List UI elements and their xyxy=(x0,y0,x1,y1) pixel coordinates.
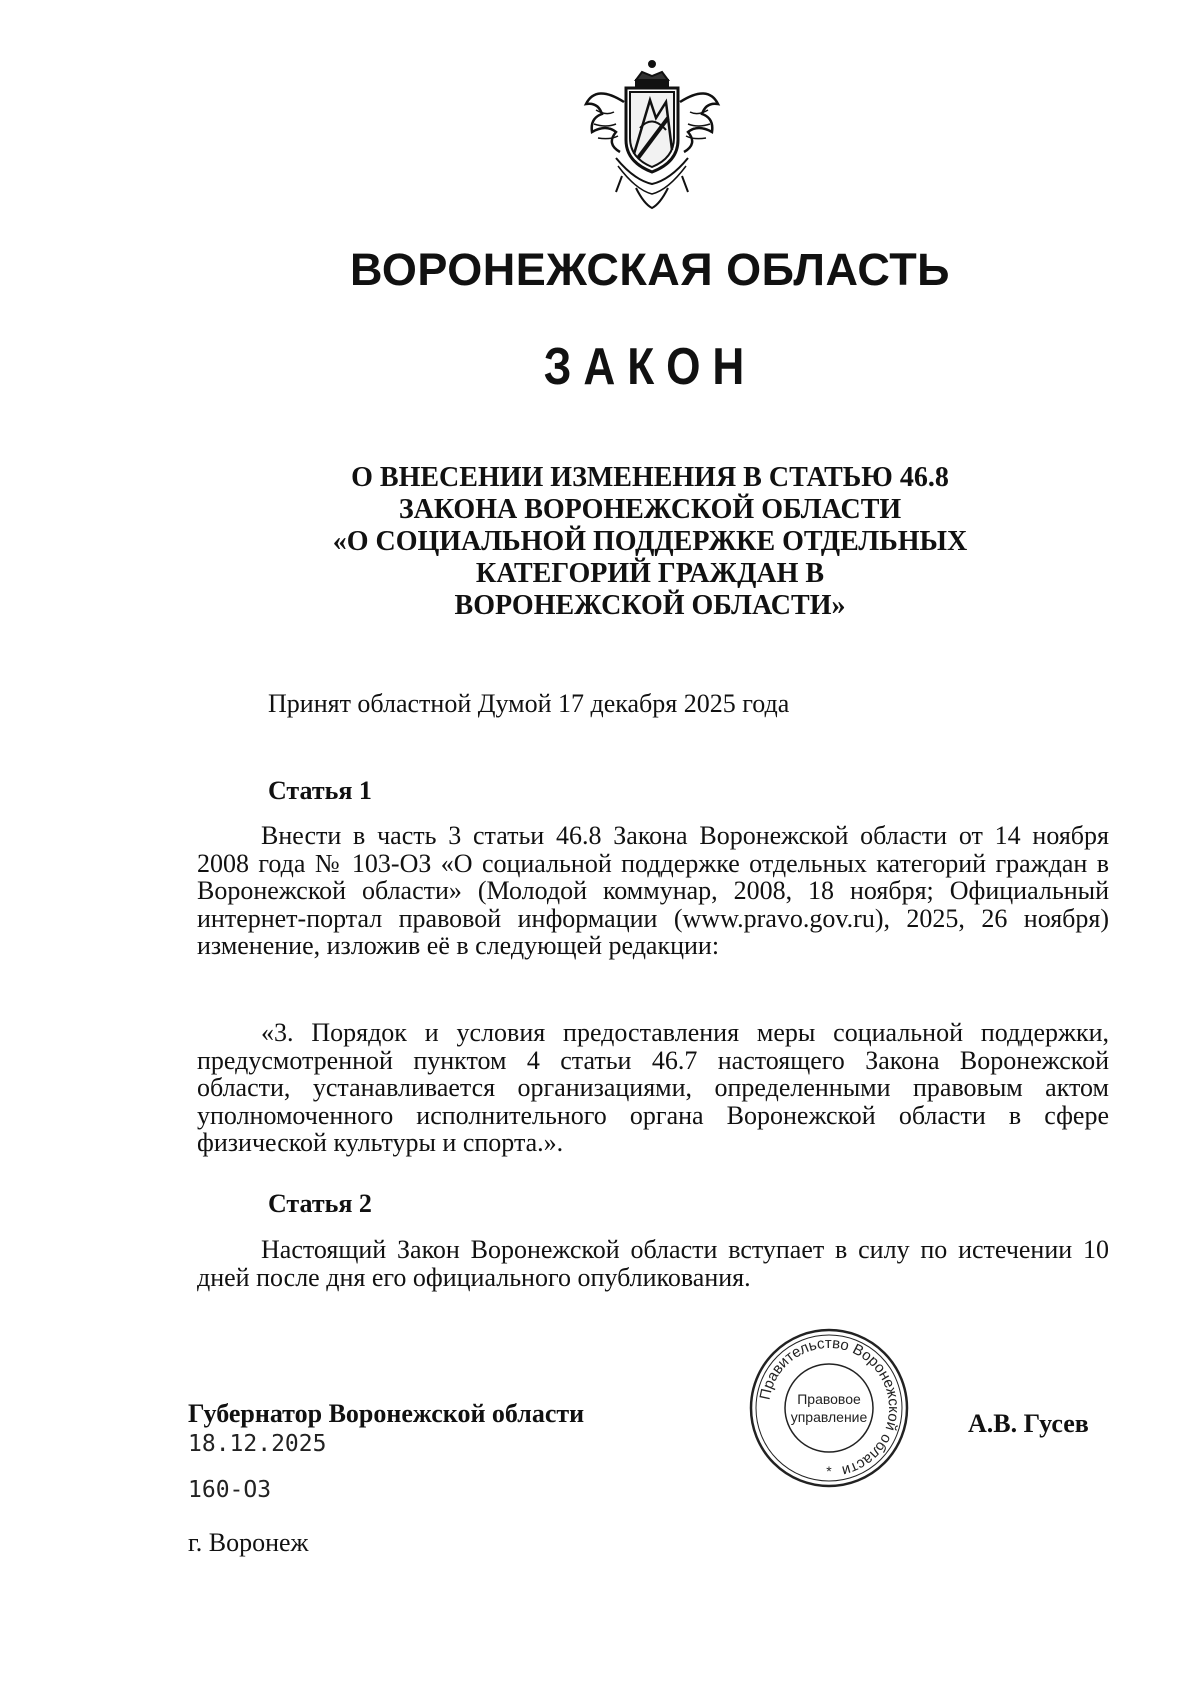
seal-inner-line: Правовое xyxy=(797,1391,861,1407)
article-2-paragraph-1 xyxy=(197,1236,1109,1291)
coat-of-arms-emblem xyxy=(576,58,728,210)
article-1-paragraph-1 xyxy=(197,822,1109,960)
law-title-line: ЗАКОНА ВОРОНЕЖСКОЙ ОБЛАСТИ xyxy=(398,494,902,525)
seal-inner-line: управление xyxy=(790,1409,868,1425)
governor-position: Губернатор Воронежской области xyxy=(188,1399,585,1428)
article-1-heading: Статья 1 xyxy=(268,776,372,805)
article-2-heading: Статья 2 xyxy=(268,1189,372,1218)
law-title-line: ВОРОНЕЖСКОЙ ОБЛАСТИ» xyxy=(454,590,846,621)
document-type: ЗАКОН xyxy=(543,338,757,396)
law-title-line: О ВНЕСЕНИИ ИЗМЕНЕНИЯ В СТАТЬЮ 46.8 xyxy=(351,462,949,493)
law-title-line: «О СОЦИАЛЬНОЙ ПОДДЕРЖКЕ ОТДЕЛЬНЫХ xyxy=(332,526,968,557)
official-seal xyxy=(747,1326,911,1490)
law-title xyxy=(300,462,1000,622)
adoption-line: Принят областной Думой 17 декабря 2025 года xyxy=(268,689,790,718)
law-title-line: КАТЕГОРИЙ ГРАЖДАН В xyxy=(475,558,825,589)
seal-star: * xyxy=(826,1463,832,1479)
signing-city: г. Воронеж xyxy=(188,1528,309,1557)
signing-date: 18.12.2025 xyxy=(188,1431,327,1457)
seal-outer-text: Правительство Воронежской области xyxy=(756,1334,903,1480)
article-1-paragraph-2 xyxy=(197,1019,1109,1157)
law-number: 160-ОЗ xyxy=(188,1477,272,1503)
paragraph-text: Настоящий Закон Воронежской области вступает в силу по истечении 10 дней после дня его официального опубликования. xyxy=(197,1235,1109,1292)
paragraph-text: Внести в часть 3 статьи 46.8 Закона Воронежской области от 14 ноября 2008 года № 103-ОЗ «О социальной поддержке отдельных категорий граждан в Воронежской области» (Молодой коммунар, 2008, 18 ноября; Официальный интернет-портал правовой информации (www.pravo.gov.ru), 2025, 26 ноября) изменение, изложив её в следующей редакции: xyxy=(197,821,1109,960)
region-title: ВОРОНЕЖСКАЯ ОБЛАСТЬ xyxy=(349,244,951,295)
signer-name: А.В. Гусев xyxy=(968,1409,1089,1438)
paragraph-text: «3. Порядок и условия предоставления меры социальной поддержки, предусмотренной пунктом 4 статьи 46.7 настоящего Закона Воронежской области, устанавливается организациями, определенными правовым актом уполномоченного исполнительного органа Воронежской области в сфере физической культуры и спорта.». xyxy=(197,1018,1109,1157)
